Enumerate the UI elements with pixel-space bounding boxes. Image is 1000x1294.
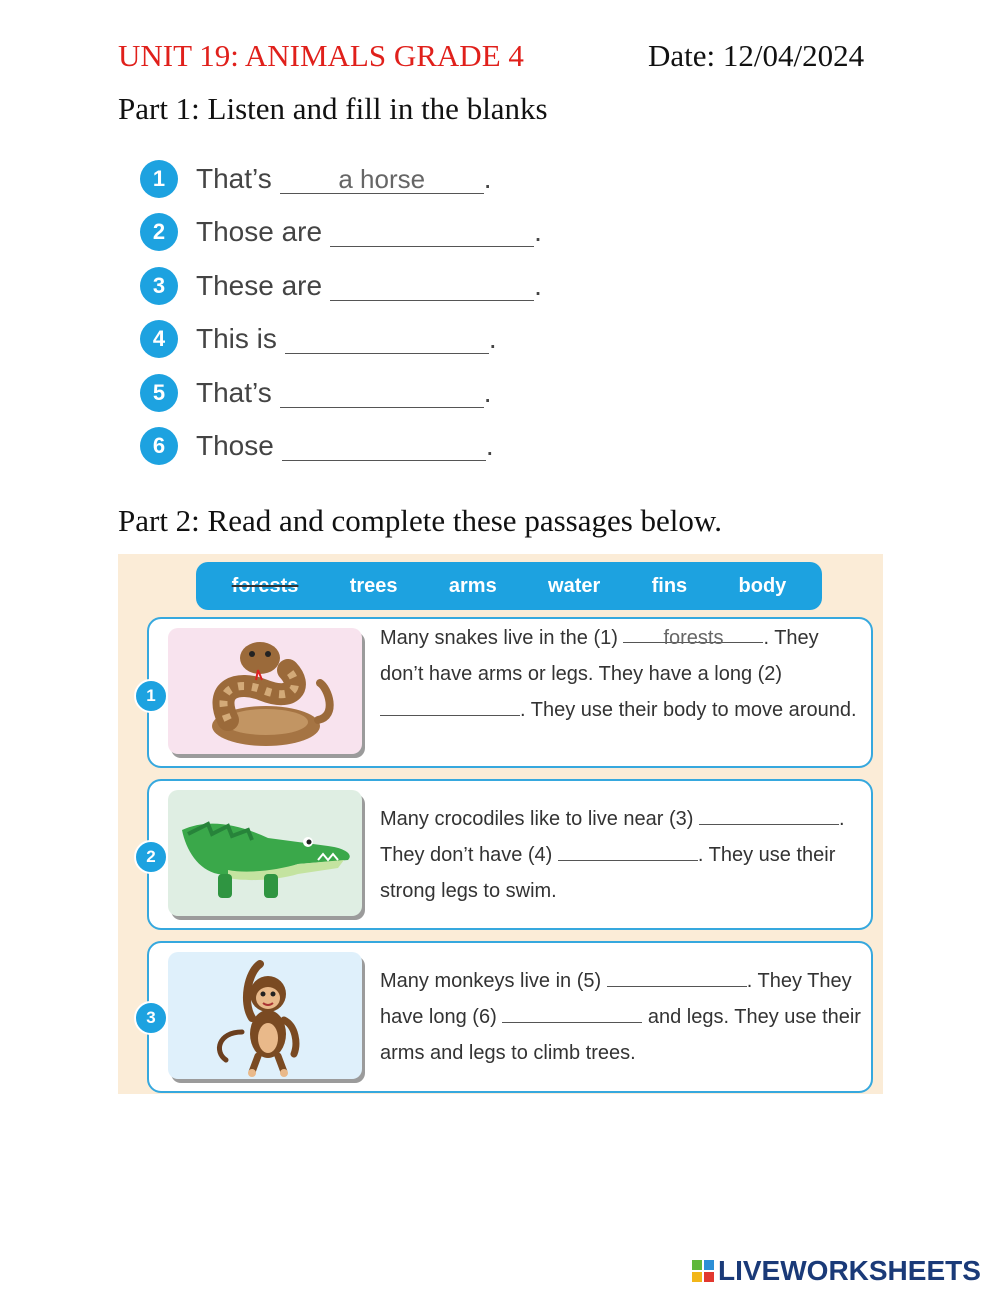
crocodile-icon — [168, 790, 362, 916]
part1-item — [140, 266, 542, 306]
item-number-badge: 4 — [140, 320, 178, 358]
answer-blank[interactable] — [282, 432, 486, 461]
passage-sentence: They don’t have arms or legs. They have a long (2) — [380, 627, 819, 685]
logo-mark-icon — [692, 1260, 714, 1282]
end-mark: . — [485, 430, 494, 461]
answer-blank[interactable] — [380, 693, 520, 716]
end-mark: . — [483, 163, 492, 194]
date-label: Date: 12/04/2024 — [648, 38, 865, 73]
item-prompt: That’s — [196, 377, 272, 408]
logo-text: LIVEWORKSHEETS — [718, 1255, 981, 1286]
part1-item — [140, 212, 542, 252]
word-bank-item: water — [548, 574, 601, 597]
part1-item — [140, 159, 492, 199]
end-mark: . — [483, 377, 492, 408]
item-prompt: These are — [196, 270, 323, 301]
item-prompt: This is — [196, 323, 277, 354]
unit-title: UNIT 19: ANIMALS GRADE 4 — [118, 38, 524, 73]
end-mark: . — [534, 270, 542, 301]
monkey-illustration — [168, 952, 362, 1079]
word-bank-item: forests — [231, 574, 299, 597]
answer-blank[interactable] — [330, 272, 534, 301]
part1-item — [140, 319, 497, 359]
answer-blank[interactable] — [285, 325, 489, 354]
end-mark: . — [534, 216, 542, 247]
passage-number-badge: 2 — [134, 840, 168, 874]
snake-illustration — [168, 628, 362, 754]
passage-text: Many snakes live in the (1) forests . They don’t have arms or legs. They have a long (2) . They use their body to move around. — [380, 620, 864, 728]
item-number-badge: 2 — [140, 213, 178, 251]
answer-blank[interactable] — [607, 964, 747, 987]
part1-title: Part 1: Listen and fill in the blanks — [118, 91, 548, 126]
answer-blank[interactable]: forests — [623, 620, 763, 643]
passage-sentence: They don’t have (4) — [380, 844, 553, 866]
passage-text: Many crocodiles like to live near (3) . They don’t have (4) . They use their strong legs to swim. — [380, 801, 864, 909]
word-bank-item: body — [738, 574, 787, 597]
item-prompt: Those are — [196, 216, 323, 247]
item-number-badge: 1 — [140, 160, 178, 198]
snake-icon — [168, 628, 362, 754]
passage-sentence: They use their strong legs to swim. — [380, 844, 836, 902]
item-prompt: That’s — [196, 163, 272, 194]
answer-blank[interactable] — [699, 802, 839, 825]
answer-blank[interactable] — [558, 838, 698, 861]
word-bank-item: arms — [448, 574, 497, 597]
monkey-icon — [168, 952, 362, 1079]
word-bank — [196, 562, 822, 610]
passage-sentence: They use their body to move around. — [530, 699, 857, 721]
passage-sentence: and legs. They use their arms and legs to climb trees. — [380, 1006, 861, 1064]
end-mark: . — [488, 323, 497, 354]
item-number-badge: 5 — [140, 374, 178, 412]
passage-sentence: Many monkeys live in (5) — [380, 970, 602, 992]
passage-sentence: They have long (6) — [380, 970, 852, 1028]
passage-text: Many monkeys live in (5) . They They have long (6) and legs. They use their arms and legs to climb trees. — [380, 963, 864, 1071]
liveworksheets-logo — [692, 1255, 981, 1287]
passage-number-badge: 3 — [134, 1001, 168, 1035]
item-prompt: Those — [196, 430, 274, 461]
crocodile-illustration — [168, 790, 362, 916]
passage-sentence: Many snakes live in the (1) — [380, 627, 618, 649]
answer-blank[interactable] — [330, 218, 534, 247]
passage-sentence: Many crocodiles like to live near (3) — [380, 808, 694, 830]
answer-blank[interactable]: a horse — [280, 165, 484, 194]
answer-blank[interactable] — [280, 379, 484, 408]
word-bank-item: fins — [651, 574, 688, 597]
part2-title: Part 2: Read and complete these passages below. — [118, 503, 723, 538]
part1-item — [140, 373, 492, 413]
item-number-badge: 3 — [140, 267, 178, 305]
part1-item — [140, 426, 494, 466]
answer-blank[interactable] — [502, 1000, 642, 1023]
word-bank-item: trees — [349, 574, 398, 597]
passage-number-badge: 1 — [134, 679, 168, 713]
item-number-badge: 6 — [140, 427, 178, 465]
